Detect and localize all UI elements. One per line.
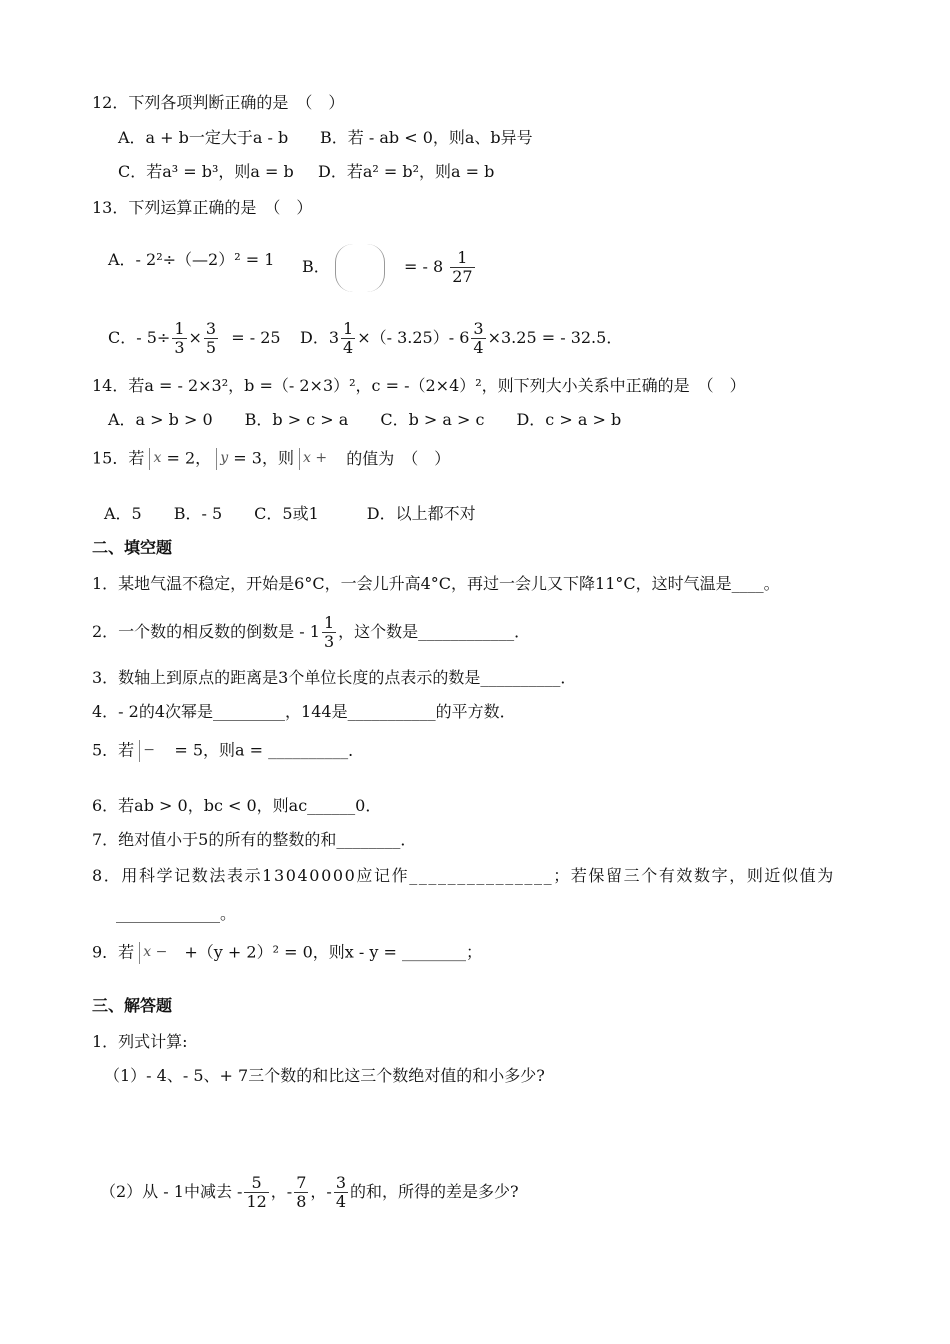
fill-q8-line-2: _____________。	[116, 904, 237, 923]
fraction-numerator: 3	[335, 1173, 347, 1192]
q13-option-c-label: C．- 5÷	[108, 328, 171, 347]
separator: ，-	[310, 1182, 332, 1201]
q13-option-b-rhs: = - 8	[403, 257, 444, 276]
q15-options: A．5 B．- 5 C．5或1 D．以上都不对	[104, 504, 476, 523]
fill-q9	[92, 942, 482, 964]
fraction-denominator: 3	[174, 338, 185, 357]
answer-q1-part2-prefix: （2）从 - 1中减去 -	[100, 1182, 243, 1201]
q13-stem: 13．下列运算正确的是 （ ）	[92, 198, 313, 217]
q13-option-c-rhs: = - 25	[231, 328, 281, 347]
fraction-denominator: 3	[323, 632, 335, 651]
fill-q2-fraction	[322, 614, 336, 651]
section-fill-in-title: 二、填空题	[92, 538, 173, 557]
fill-q9-suffix: +（y + 2）² = 0，则x - y = ________；	[184, 942, 482, 962]
q13-option-c-fraction-2	[204, 320, 218, 357]
answer-fraction-3	[334, 1174, 348, 1211]
q13-option-b-label: B．	[302, 257, 330, 276]
q15-stem	[92, 448, 450, 470]
fill-q5-suffix: = 5，则a = __________．	[174, 740, 365, 760]
q15-middle-2: = 3，则	[233, 448, 294, 468]
fraction-numerator: 7	[296, 1173, 307, 1192]
q12-option-c: C．若a³ = b³，则a = b	[118, 162, 294, 181]
q12-option-b: B．若 - ab < 0，则a、b异号	[320, 128, 533, 147]
q13-option-d-label: D．3	[300, 328, 340, 347]
fraction-denominator: 4	[473, 338, 484, 357]
q14-stem: 14．若a = - 2×3²，b =（- 2×3）²，c = -（2×4）²，则下列大小关系中正确的是 （ ）	[92, 376, 746, 395]
q13-option-b-parentheses	[335, 244, 385, 292]
q13-option-d-fraction-2	[471, 320, 485, 357]
answer-fraction-2	[294, 1174, 308, 1211]
answer-q1-part1: （1）- 4、- 5、+ 7三个数的和比这三个数绝对值的和小多少?	[104, 1066, 545, 1085]
fraction-numerator: 1	[323, 613, 335, 632]
q15-abs-x: x	[149, 448, 161, 470]
fraction-numerator: 3	[205, 319, 217, 338]
q15-prefix: 15．若	[92, 448, 145, 468]
q13-option-d-fraction-1	[341, 320, 355, 357]
q13-option-d	[300, 318, 622, 358]
fraction-numerator: 1	[174, 319, 185, 338]
fill-q5	[92, 740, 364, 762]
answer-q1-part2	[100, 1170, 519, 1214]
q15-suffix: 的值为 （ ）	[346, 448, 451, 468]
fill-q5-prefix: 5．若	[92, 740, 135, 760]
answer-q1-part2-suffix: 的和，所得的差是多少?	[350, 1182, 519, 1201]
fraction-numerator: 1	[343, 319, 354, 338]
q13-option-b-fraction	[450, 249, 474, 286]
q15-abs-x-plus: x +	[299, 448, 327, 470]
q13-option-b	[302, 242, 477, 292]
q13-option-d-middle: ×（- 3.25）- 6	[357, 328, 470, 347]
fill-q6: 6．若ab > 0，bc < 0，则ac______0．	[92, 796, 382, 815]
q15-abs-y: y	[216, 448, 228, 470]
times-sign: ×	[188, 328, 202, 347]
q15-middle-1: = 2，	[166, 448, 212, 468]
q12-option-d: D．若a² = b²，则a = b	[318, 162, 495, 181]
fraction-denominator: 4	[335, 1192, 347, 1211]
fill-q5-abs: −	[139, 740, 169, 762]
fill-q8: 8．用科学记数法表示13040000应记作_______________；若保留三个有效数字，则近似值为	[92, 866, 835, 885]
fill-q2-prefix: 2．一个数的相反数的倒数是 - 1	[92, 622, 320, 641]
q13-option-c-fraction-1	[172, 320, 186, 357]
fill-q9-prefix: 9．若	[92, 942, 135, 962]
fill-q4: 4．- 2的4次幂是_________，144是___________的平方数．	[92, 702, 516, 721]
fraction-denominator: 27	[452, 267, 473, 286]
q14-options: A．a > b > 0 B．b > c > a C．b > a > c D．c > a > b	[108, 410, 622, 429]
q13-option-d-rhs: ×3.25 = - 32.5．	[487, 328, 623, 347]
answer-q1: 1．列式计算:	[92, 1032, 188, 1051]
fill-q7: 7．绝对值小于5的所有的整数的和________．	[92, 830, 417, 849]
section-answer-title: 三、解答题	[92, 996, 173, 1015]
separator: ，-	[270, 1182, 293, 1201]
q12-stem: 12．下列各项判断正确的是 （ ）	[92, 93, 345, 112]
fill-q9-abs: x −	[139, 942, 179, 964]
fraction-denominator: 4	[343, 338, 354, 357]
fill-q2	[92, 612, 530, 652]
fill-q2-suffix: ，这个数是____________．	[338, 622, 531, 641]
fraction-numerator: 3	[473, 319, 484, 338]
fraction-denominator: 8	[296, 1192, 307, 1211]
answer-fraction-1	[244, 1174, 268, 1211]
q12-option-a: A．a + b一定大于a - b	[118, 128, 289, 147]
fraction-denominator: 12	[246, 1192, 267, 1211]
fraction-numerator: 1	[450, 249, 474, 268]
fill-q1: 1．某地气温不稳定，开始是6°C，一会儿升高4°C，再过一会儿又下降11°C，这时气温是____。	[92, 574, 780, 593]
fraction-numerator: 5	[244, 1174, 268, 1193]
q13-option-c	[108, 318, 281, 358]
fraction-denominator: 5	[205, 338, 217, 357]
q13-option-a: A．- 2²÷（—2）² = 1	[108, 250, 275, 269]
fill-q3: 3．数轴上到原点的距离是3个单位长度的点表示的数是__________．	[92, 668, 577, 687]
